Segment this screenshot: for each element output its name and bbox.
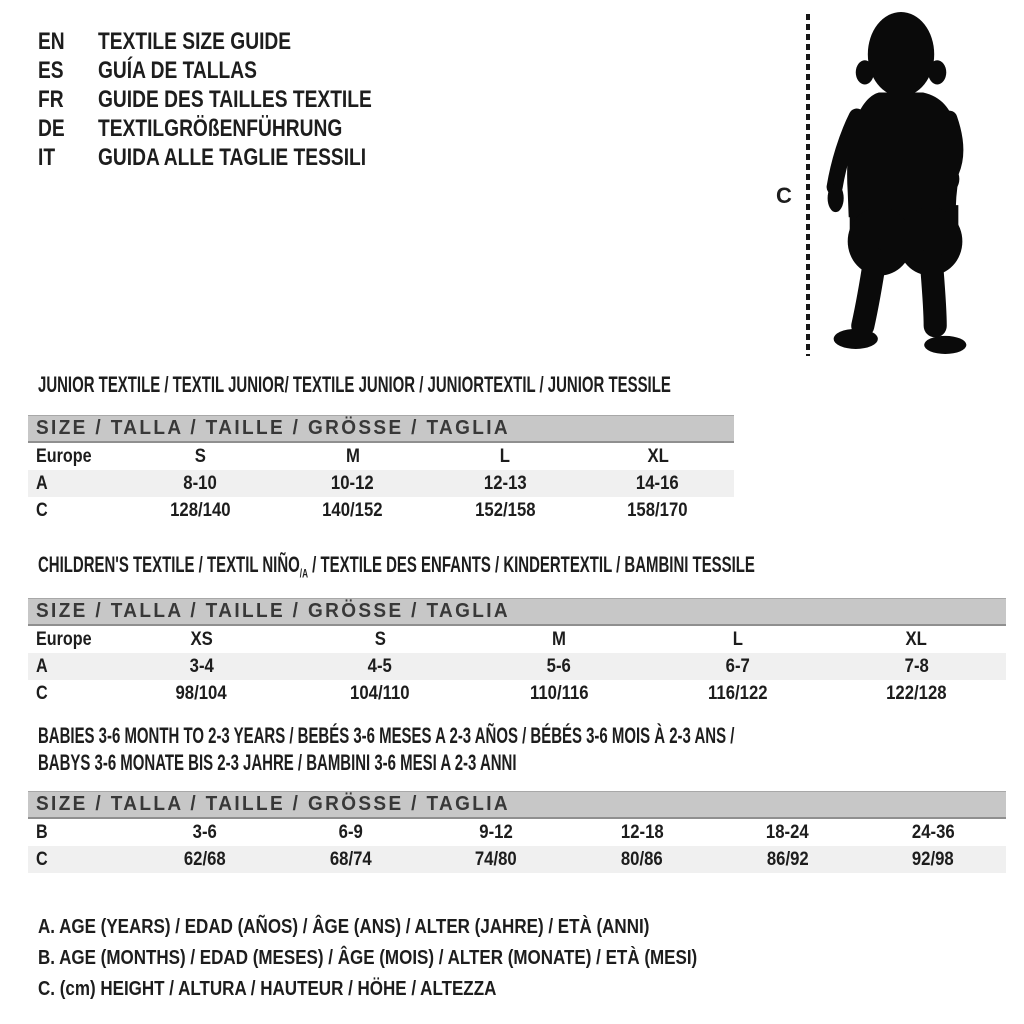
height-cell: 158/170 bbox=[627, 499, 688, 521]
height-cell: 86/92 bbox=[766, 848, 809, 870]
height-cell: 104/110 bbox=[350, 682, 410, 704]
language-title: GUÍA DE TALLAS bbox=[98, 56, 257, 84]
height-cell: 92/98 bbox=[912, 848, 955, 870]
age-cell: 6-9 bbox=[338, 821, 363, 843]
height-cell: 128/140 bbox=[170, 499, 231, 521]
language-title-list bbox=[38, 27, 440, 172]
age-cell: 5-6 bbox=[546, 655, 572, 677]
row-label: A bbox=[36, 655, 48, 677]
height-cell: 80/86 bbox=[620, 848, 663, 870]
language-row-en bbox=[38, 27, 440, 56]
age-cell: 3-4 bbox=[189, 655, 214, 677]
size-cell: XL bbox=[905, 628, 928, 650]
size-cell: L bbox=[500, 445, 511, 467]
language-code: FR bbox=[38, 85, 64, 113]
age-cell: 9-12 bbox=[479, 821, 513, 843]
height-cell: 98/104 bbox=[175, 682, 227, 704]
height-cell: 116/122 bbox=[708, 682, 768, 704]
table-row-europe bbox=[28, 626, 1006, 653]
size-cell: S bbox=[374, 628, 386, 650]
language-code: EN bbox=[38, 27, 65, 55]
height-measure-line bbox=[806, 14, 810, 356]
row-label: C bbox=[36, 682, 48, 704]
age-cell: 10-12 bbox=[331, 472, 375, 494]
age-cell: 6-7 bbox=[725, 655, 750, 677]
language-row-de bbox=[38, 114, 440, 143]
size-cell: XL bbox=[647, 445, 669, 467]
age-cell: 24-36 bbox=[911, 821, 955, 843]
height-cell: 74/80 bbox=[475, 848, 518, 870]
height-cell: 62/68 bbox=[183, 848, 226, 870]
children-section-heading: CHILDREN'S TEXTILE / TEXTIL $NIÑO_{/A}$ / TEXTILE DES ENFANTS / KINDERTEXTIL / BAMBINI TESSILE bbox=[38, 552, 755, 581]
size-cell: XS bbox=[190, 628, 213, 650]
language-code: IT bbox=[38, 143, 56, 171]
size-cell: M bbox=[552, 628, 566, 650]
age-cell: 8-10 bbox=[183, 472, 217, 494]
row-label: Europe bbox=[36, 628, 92, 650]
language-code: ES bbox=[38, 56, 64, 84]
language-title: GUIDA ALLE TAGLIE TESSILI bbox=[98, 143, 367, 171]
height-cell: 110/116 bbox=[529, 682, 589, 704]
footnote-legend bbox=[38, 912, 814, 1005]
table-row-europe bbox=[28, 443, 734, 470]
size-header-bar: SIZE / TALLA / TAILLE / GRÖSSE / TAGLIA bbox=[28, 598, 1006, 626]
babies-section-heading: BABIES 3-6 MONTH TO 2-3 YEARS / BEBÉS 3-6 MESES A 2-3 AÑOS / BÉBÉS 3-6 MOIS À 2-3 ANS / BABYS 3-6 MONATE BIS 2-3 JAHRE / BAMBINI 3-6 MESI A 2-3 ANNI bbox=[38, 723, 735, 775]
age-cell: 18-24 bbox=[766, 821, 809, 843]
nino-a-subscript: /A bbox=[299, 566, 309, 581]
table-row-age bbox=[28, 653, 1006, 680]
row-label: C bbox=[36, 499, 48, 521]
age-cell: 3-6 bbox=[192, 821, 217, 843]
babies-size-table bbox=[28, 791, 1006, 873]
height-cell: 152/158 bbox=[475, 499, 536, 521]
footnote-a: A. AGE (YEARS) / EDAD (AÑOS) / ÂGE (ANS) / ALTER (JAHRE) / ETÀ (ANNI) bbox=[38, 916, 650, 938]
age-cell: 7-8 bbox=[904, 655, 929, 677]
row-label: C bbox=[36, 848, 48, 870]
table-row-height bbox=[28, 680, 1006, 707]
table-row-height bbox=[28, 497, 734, 524]
language-title: TEXTILE SIZE GUIDE bbox=[98, 27, 292, 55]
footnote-b: B. AGE (MONTHS) / EDAD (MESES) / ÂGE (MOIS) / ALTER (MONATE) / ETÀ (MESI) bbox=[38, 947, 698, 969]
height-cell: 122/128 bbox=[886, 682, 947, 704]
size-header-bar: SIZE / TALLA / TAILLE / GRÖSSE / TAGLIA bbox=[28, 415, 734, 443]
language-row-es bbox=[38, 56, 440, 85]
age-cell: 14-16 bbox=[636, 472, 680, 494]
language-row-it bbox=[38, 143, 440, 172]
children-size-table bbox=[28, 598, 1006, 707]
table-row-age-months bbox=[28, 819, 1006, 846]
toddler-silhouette-image bbox=[818, 6, 980, 358]
junior-section-heading: JUNIOR TEXTILE / TEXTIL JUNIOR/ TEXTILE JUNIOR / JUNIORTEXTIL / JUNIOR TESSILE bbox=[38, 372, 671, 397]
row-label: A bbox=[36, 472, 48, 494]
table-row-age bbox=[28, 470, 734, 497]
age-cell: 12-18 bbox=[620, 821, 664, 843]
language-code: DE bbox=[38, 114, 65, 142]
size-cell: L bbox=[732, 628, 743, 650]
size-cell: M bbox=[345, 445, 360, 467]
footnote-c: C. (cm) HEIGHT / ALTURA / HAUTEUR / HÖHE / ALTEZZA bbox=[38, 978, 497, 1000]
height-cell: 140/152 bbox=[322, 499, 383, 521]
language-row-fr bbox=[38, 85, 440, 114]
row-label: B bbox=[36, 821, 48, 843]
language-title: GUIDE DES TAILLES TEXTILE bbox=[98, 85, 372, 113]
junior-size-table bbox=[28, 415, 734, 524]
language-title: TEXTILGRÖßENFÜHRUNG bbox=[98, 114, 343, 142]
table-row-height bbox=[28, 846, 1006, 873]
age-cell: 12-13 bbox=[483, 472, 527, 494]
age-cell: 4-5 bbox=[368, 655, 393, 677]
height-label-c: C bbox=[776, 183, 792, 208]
size-cell: S bbox=[194, 445, 206, 467]
height-cell: 68/74 bbox=[329, 848, 372, 870]
size-header-bar: SIZE / TALLA / TAILLE / GRÖSSE / TAGLIA bbox=[28, 791, 1006, 819]
row-label: Europe bbox=[36, 445, 92, 467]
